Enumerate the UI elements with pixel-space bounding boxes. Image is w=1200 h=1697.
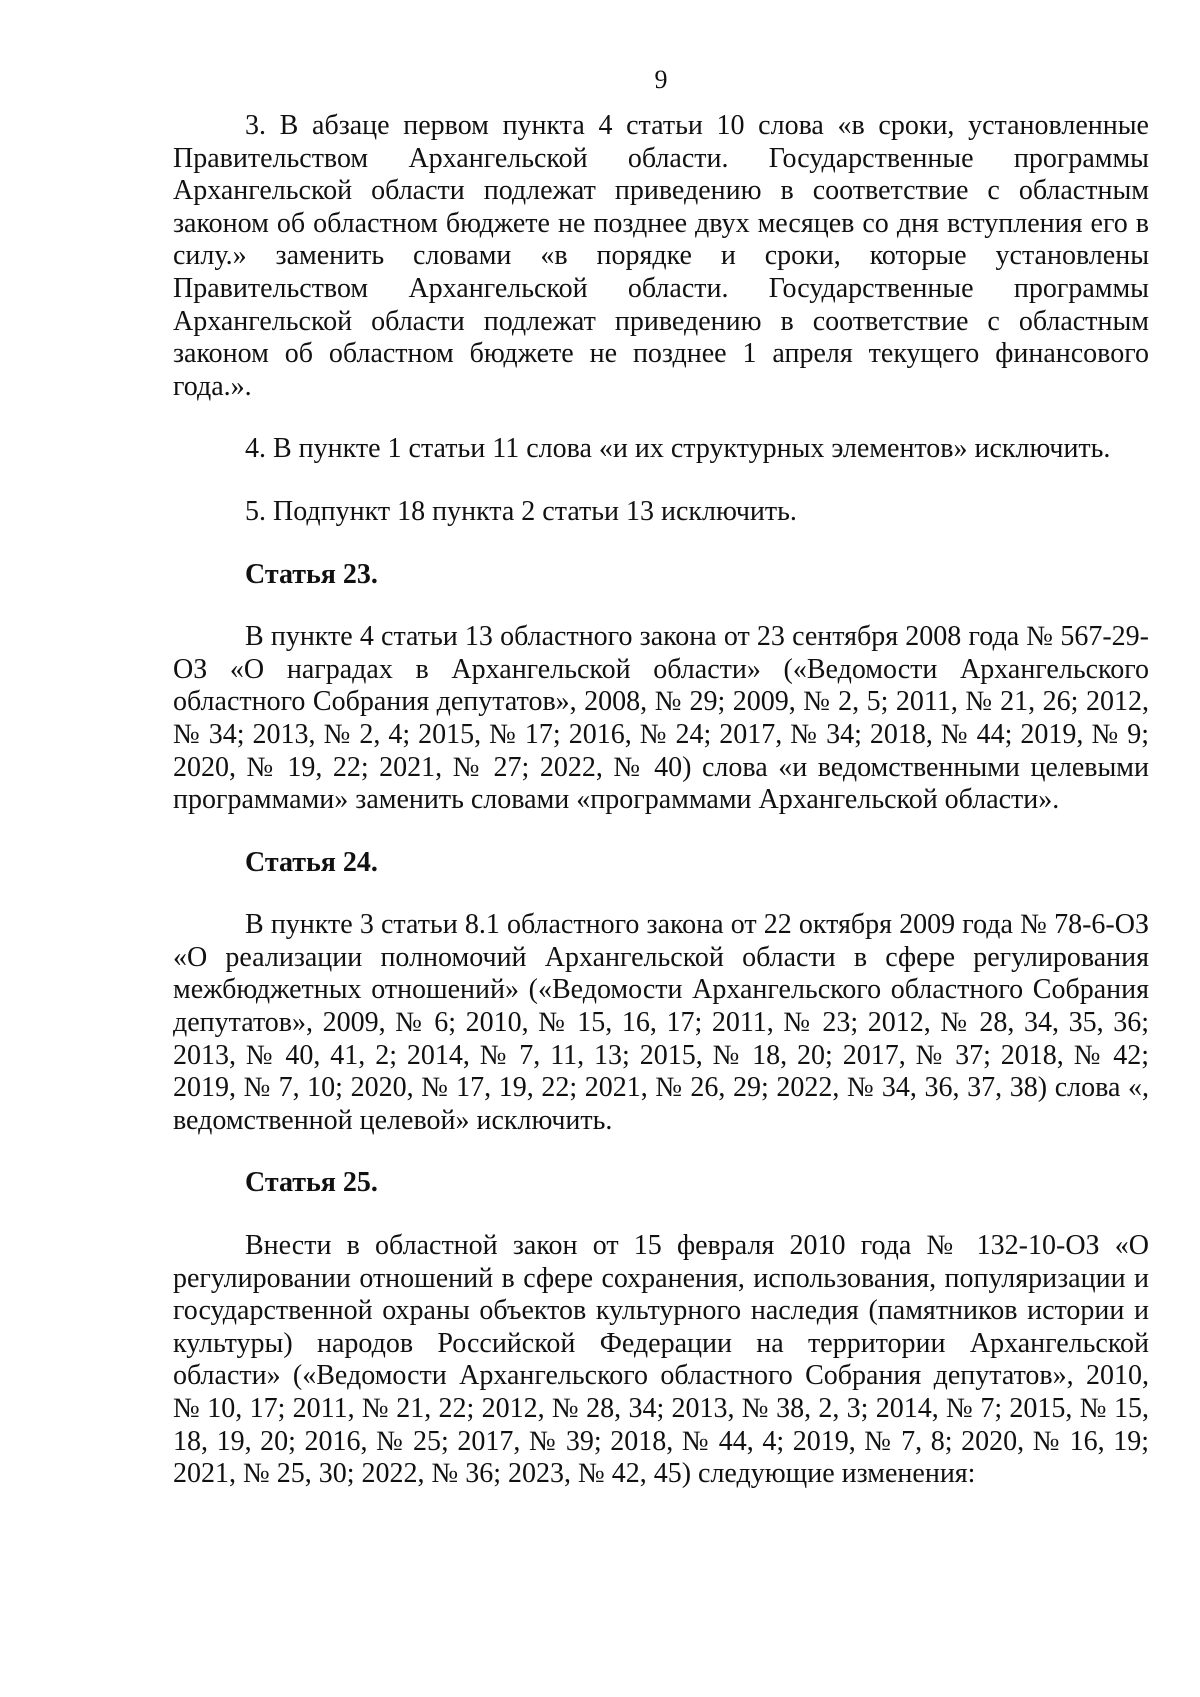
paragraph-article22-item4: 4. В пункте 1 статьи 11 слова «и их структурных элементов» исключить. (245, 433, 1111, 465)
article-heading-23: Статья 23. (245, 558, 378, 590)
paragraph-article25: Внести в областной закон от 15 февраля 2010 года № 132-10-ОЗ «О регулировании отношений в сфере сохранения, использования, популяризации и государственной охраны объектов культурного наследия (памятников истории и культуры) народов Российской Федерации на территории Архангельской области» («Ведомости Архангельского областного Собрания депутатов», 2010, № 10, 17; 2011, № 21, 22; 2012, № 28, 34; 2013, № 38, 2, 3; 2014, № 7; 2015, № 15, 18, 19, 20; 2016, № 25; 2017, № 39; 2018, № 44, 4; 2019, № 7, 8; 2020, № 16, 19; 2021, № 25, 30; 2022, № 36; 2023, № 42, 45) следующие изменения: (173, 1230, 1149, 1490)
spacer (173, 529, 1149, 559)
document-page (173, 64, 1149, 1491)
spacer (173, 591, 1149, 621)
paragraph-article23: В пункте 4 статьи 13 областного закона от 23 сентября 2008 года № 567-29-ОЗ «О наградах в Архангельской области» («Ведомости Архангельского областного Собрания депутатов», 2008, № 29; 2009, № 2, 5; 2011, № 21, 26; 2012, № 34; 2013, № 2, 4; 2015, № 17; 2016, № 24; 2017, № 34; 2018, № 44; 2019, № 9; 2020, № 19, 22; 2021, № 27; 2022, № 40) слова «и ведомственными целевыми программами» заменить словами «программами Архангельской области». (173, 621, 1149, 816)
article-heading-24: Статья 24. (245, 846, 378, 878)
spacer (173, 817, 1149, 847)
paragraph-article24: В пункте 3 статьи 8.1 областного закона от 22 октября 2009 года № 78-6-ОЗ «О реализации полномочий Архангельской области в сфере регулирования межбюджетных отношений» («Ведомости Архангельского областного Собрания депутатов», 2009, № 6; 2010, № 15, 16, 17; 2011, № 23; 2012, № 28, 34, 35, 36; 2013, № 40, 41, 2; 2014, № 7, 11, 13; 2015, № 18, 20; 2017, № 37; 2018, № 42; 2019, № 7, 10; 2020, № 17, 19, 22; 2021, № 26, 29; 2022, № 34, 36, 37, 38) слова «, ведомственной целевой» исключить. (173, 909, 1149, 1136)
spacer (173, 403, 1149, 433)
paragraph-article22-item5: 5. Подпункт 18 пункта 2 статьи 13 исключить. (245, 495, 797, 527)
spacer (173, 466, 1149, 496)
page-number: 9 (654, 65, 668, 94)
spacer (173, 879, 1149, 909)
article-heading-25: Статья 25. (245, 1167, 378, 1199)
paragraph-article22-item3: 3. В абзаце первом пункта 4 статьи 10 слова «в сроки, установленные Правительством Архангельской области. Государственные программы Архангельской области подлежат приведению в соответствие с областным законом об областном бюджете не позднее двух месяцев со дня вступления его в силу.» заменить словами «в порядке и сроки, которые установлены Правительством Архангельской области. Государственные программы Архангельской области подлежат приведению в соответствие с областным законом об областном бюджете не позднее 1 апреля текущего финансового года.». (173, 110, 1149, 402)
spacer (173, 1200, 1149, 1230)
spacer (173, 1137, 1149, 1167)
